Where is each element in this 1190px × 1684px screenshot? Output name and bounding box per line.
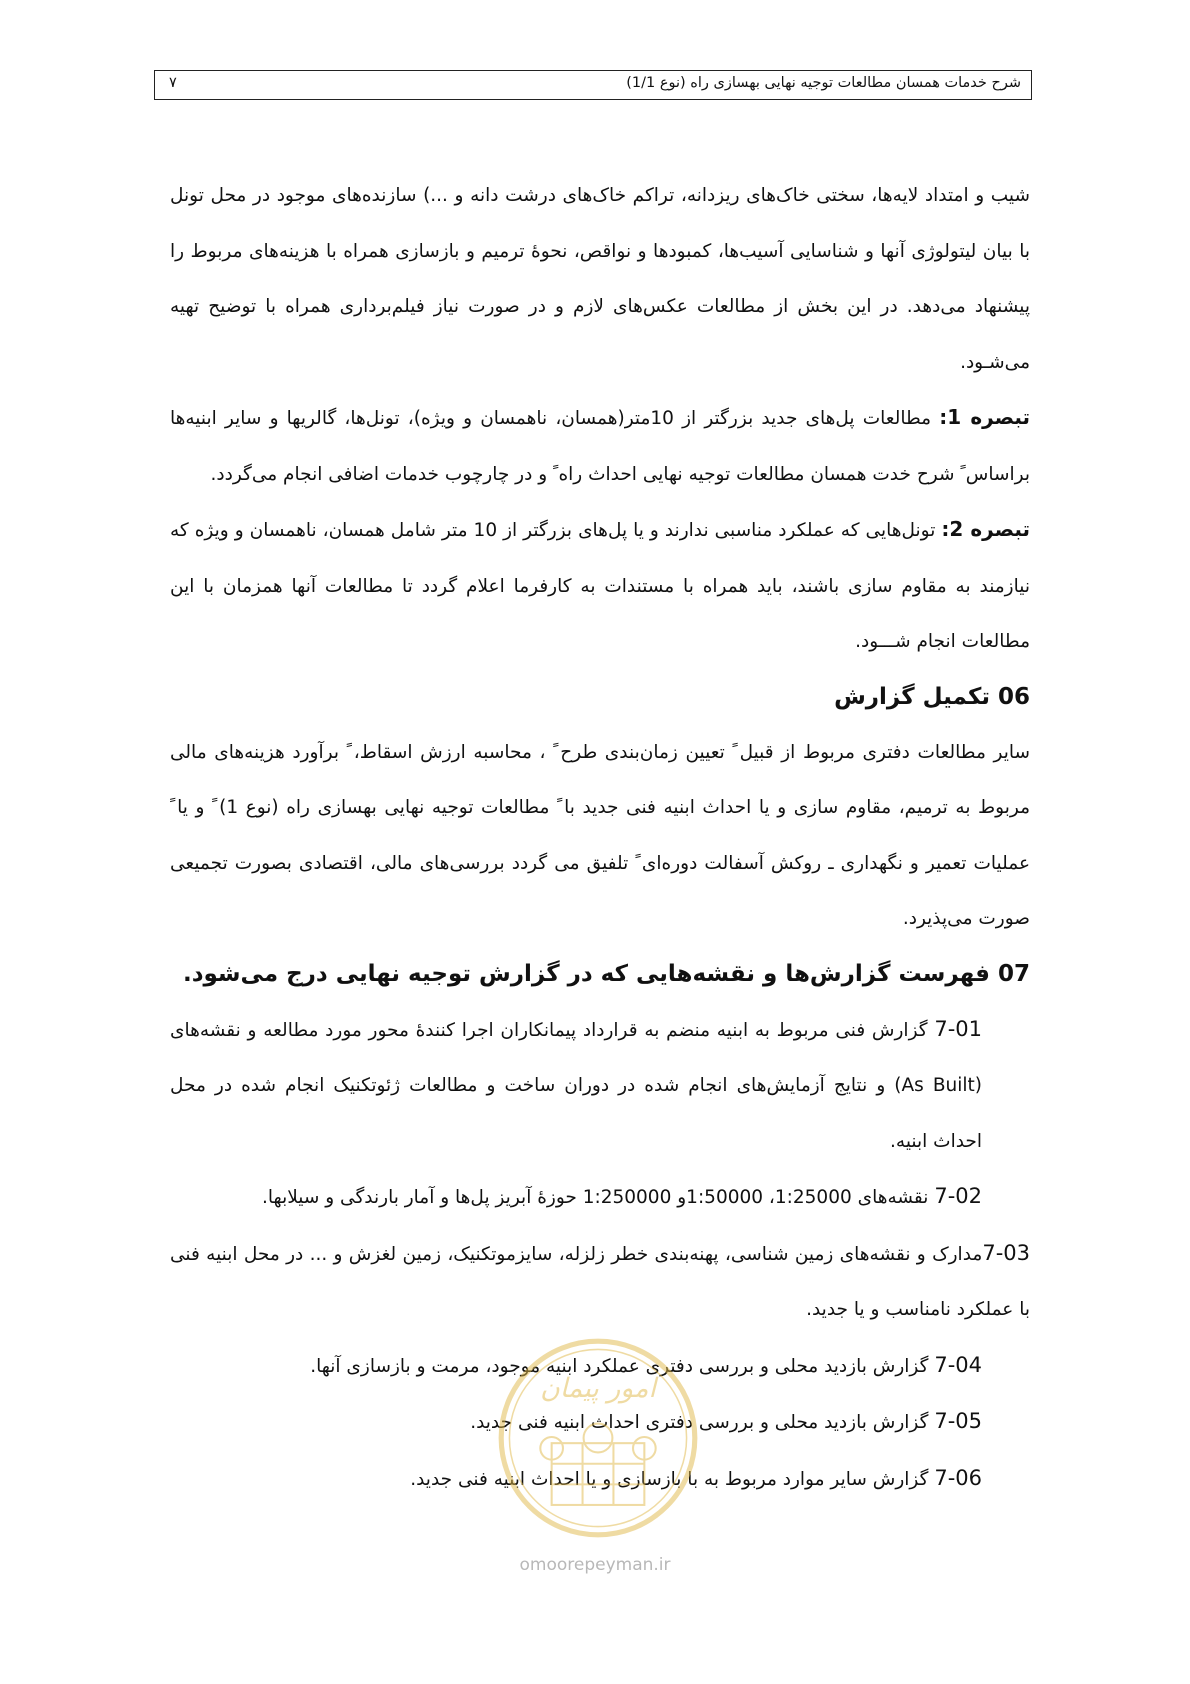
note-1-text: مطالعات پل‌های جدید بزرگتر از 10متر(همسان، ناهمسان و ویژه)، تونل‌ها، گالریها و سایر ابنیه‌ها براساس ً شرح خدت همسان مطالعات توجیه نهایی احداث راه ً و در چارچوب خدمات اضافی انجام می‌گردد.: [170, 408, 1030, 485]
paragraph-tunnel-geology: شیب و امتداد لایه‌ها، سختی خاک‌های ریزدانه، تراکم خاک‌های درشت دانه و ...) سازنده‌های موجود در محل تونل با بیان لیتولوژی آنها و شناسایی آسیب‌ها، کمبودها و نواقص، نحوهٔ ترمیم و بازسازی همراه با هزینه‌های مربوط را پیشنهاد می‌دهد. در این بخش از مطالعات عکس‌های لازم و در صورت نیاز فیلم‌برداری همراه با توضیح تهیه می‌شـود.: [170, 185, 1030, 373]
note-1-label: تبصره 1:: [939, 405, 1031, 429]
list-item-7-02: 7-02 نقشه‌های 1:25000، 1:50000و 1:250000 حوزهٔ آبریز پل‌ها و آمار بارندگی و سیلابها.: [262, 1184, 982, 1208]
svg-text:امور پیمان: امور پیمان: [540, 1372, 656, 1404]
watermark-logo: [495, 1335, 701, 1541]
list-item-7-03: 7-03مدارک و نقشه‌های زمین شناسی، پهنه‌بندی خطر زلزله، سایزموتکنیک، زمین لغزش و ... در محل ابنیه فنی با عملکرد نامناسب و یا جدید.: [170, 1240, 1030, 1320]
section-06-heading: 06 تکمیل گزارش: [834, 683, 1030, 710]
note-2-text: تونل‌هایی که عملکرد مناسبی ندارند و یا پل‌های بزرگتر از 10 متر شامل همسان، ناهمسان و ویژه که نیازمند به مقاوم سازی باشند، باید همراه با مستندات به کارفرما اعلام گردد تا مطالعات آنها همزمان با این مطالعات انجام شـــود.: [170, 520, 1030, 652]
page-header: [154, 70, 1032, 100]
watermark-site: omoorepeyman.ir: [519, 1555, 671, 1575]
document-body: [170, 168, 1030, 1507]
note-2-label: تبصره 2:: [941, 517, 1030, 541]
list-item-7-04: 7-04 گزارش بازدید محلی و بررسی دفتری عملکرد ابنیه موجود، مرمت و بازسازی آنها.: [310, 1352, 982, 1377]
section-06-text: سایر مطالعات دفتری مربوط از قبیل ً تعیین زمان‌بندی طرح ً ، محاسبه ارزش اسقاط، ً برآورد هزینه‌های مالی مربوط به ترمیم، مقاوم سازی و یا احداث ابنیه فنی جدید با ً مطالعات توجیه نهایی بهسازی راه (نوع 1) ً و یا ً عملیات تعمیر و نگهداری ـ روکش آسفالت دوره‌ای ً تلفیق می گردد بررسی‌های مالی، اقتصادی بصورت تجمیعی صورت می‌پذیرد.: [170, 741, 1030, 929]
note-2: [170, 502, 1030, 670]
section-07-heading: 07 فهرست گزارش‌ها و نقشه‌هایی که در گزارش توجیه نهایی درج می‌شود.: [182, 960, 1030, 987]
list-item-7-06: 7-06 گزارش سایر موارد مربوط به با بازسازی و یا احداث ابنیه فنی جدید.: [410, 1465, 982, 1490]
note-1: [170, 390, 1030, 502]
list-item-7-05: 7-05 گزارش بازدید محلی و بررسی دفتری احداث ابنیه فنی جدید.: [470, 1409, 982, 1433]
header-title: شرح خدمات همسان مطالعات توجیه نهایی بهسازی راه (نوع 1/1): [626, 75, 1021, 91]
page-number: ۷: [169, 75, 177, 91]
list-item-7-01: 7-01 گزارش فنی مربوط به ابنیه منضم به قرارداد پیمانکاران اجرا کنندهٔ محور مورد مطالعه و نقشه‌های (As Built) و نتایج آزمایش‌های انجام شده در دوران ساخت و مطالعات ژئوتکنیک انجام شده در محل احداث ابنیه.: [170, 1016, 983, 1152]
